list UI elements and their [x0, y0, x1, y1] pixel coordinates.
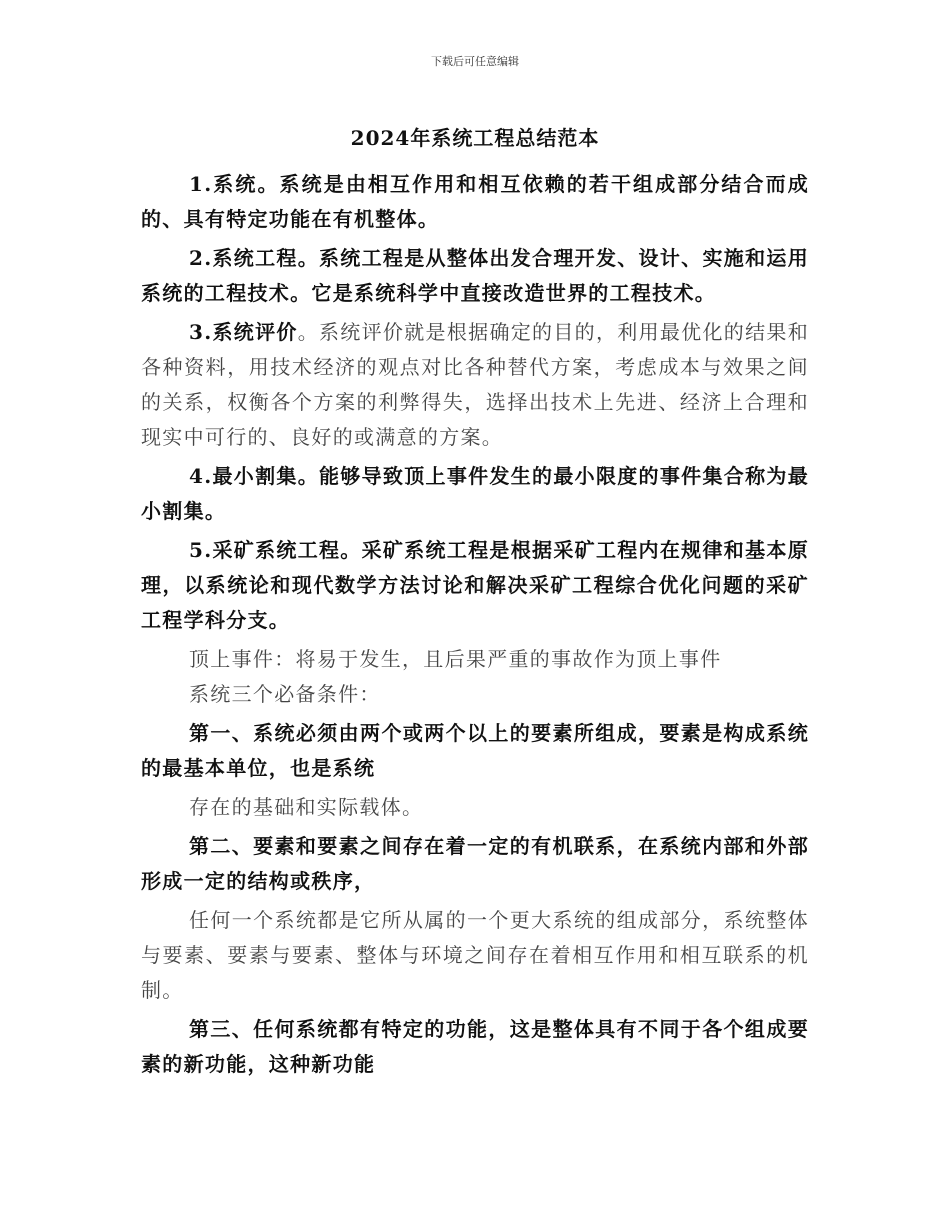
document-body [141, 167, 809, 1086]
paragraph-10-bold: 第二、要素和要素之间存在着一定的有机联系，在系统内部和外部形成一定的结构或秩序， [141, 834, 809, 893]
paragraph-4-bold: 4.最小割集。能够导致顶上事件发生的最小限度的事件集合称为最小割集。 [141, 464, 809, 523]
paragraph-10 [141, 829, 809, 899]
paragraph-8-bold: 第一、系统必须由两个或两个以上的要素所组成，要素是构成系统的最基本单位，也是系统 [141, 721, 809, 780]
paragraph-8 [141, 716, 809, 786]
paragraph-5-bold: 5.采矿系统工程。采矿系统工程是根据采矿工程内在规律和基本原理，以系统论和现代数学方法讨论和解决采矿工程综合优化问题的采矿工程学科分支。 [141, 538, 809, 632]
document-title: 2024年系统工程总结范本 [350, 126, 600, 150]
paragraph-11 [141, 903, 809, 1008]
paragraph-3-normal: 。系统评价就是根据确定的目的，利用最优化的结果和各种资料，用技术经济的观点对比各种替代方案，考虑成本与效果之间的关系，权衡各个方案的利弊得失，选择出技术上先进、经济上合理和现实中可行的、良好的或满意的方案。 [141, 320, 809, 449]
paragraph-9 [141, 790, 809, 825]
paragraph-11-normal: 任何一个系统都是它所从属的一个更大系统的组成部分，系统整体与要素、要素与要素、整体与环境之间存在着相互作用和相互联系的机制。 [141, 908, 809, 1002]
paragraph-3 [141, 315, 809, 455]
paragraph-7 [141, 677, 809, 712]
paragraph-9-normal: 存在的基础和实际载体。 [189, 795, 424, 819]
paragraph-4 [141, 459, 809, 529]
page-header: 下载后可任意编辑 [431, 55, 519, 68]
paragraph-3-bold: 3.系统评价 [189, 320, 298, 344]
paragraph-5 [141, 533, 809, 638]
paragraph-12 [141, 1012, 809, 1082]
paragraph-2-bold: 2.系统工程。系统工程是从整体出发合理开发、设计、实施和运用系统的工程技术。它是系统科学中直接改造世界的工程技术。 [141, 246, 809, 305]
paragraph-2 [141, 241, 809, 311]
paragraph-6 [141, 642, 809, 677]
paragraph-7-normal: 系统三个必备条件： [189, 682, 381, 706]
paragraph-6-normal: 顶上事件：将易于发生，且后果严重的事故作为顶上事件 [189, 647, 722, 671]
paragraph-1 [141, 167, 809, 237]
paragraph-1-bold: 1.系统。系统是由相互作用和相互依赖的若干组成部分结合而成的、具有特定功能在有机整体。 [141, 172, 809, 231]
paragraph-12-bold: 第三、任何系统都有特定的功能，这是整体具有不同于各个组成要素的新功能，这种新功能 [141, 1017, 809, 1076]
